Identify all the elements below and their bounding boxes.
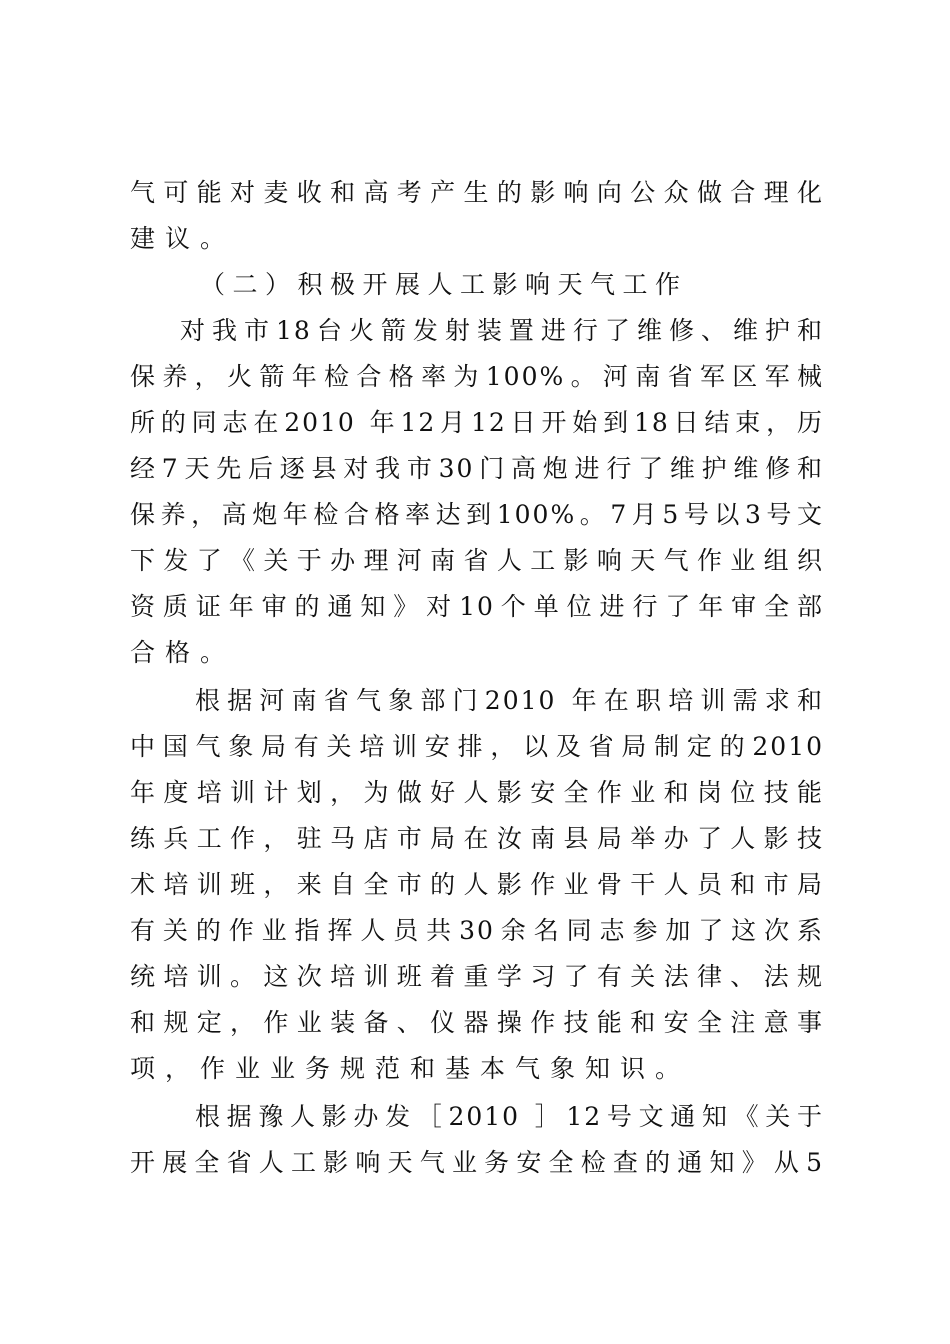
paragraph-line: 对我市18台火箭发射装置进行了维修、维护和 (180, 316, 824, 345)
paragraph-line: 根据豫人影办发［2010 ］12号文通知《关于 (195, 1102, 824, 1131)
paragraph-line: 经7天先后逐县对我市30门高炮进行了维护维修和 (130, 454, 824, 483)
paragraph-line: 下发了《关于办理河南省人工影响天气作业组织 (130, 546, 824, 575)
paragraph-line: 建议。 (130, 224, 236, 253)
paragraph-line: 有关的作业指挥人员共30余名同志参加了这次系 (130, 916, 824, 945)
paragraph-line: 术培训班，来自全市的人影作业骨干人员和市局 (130, 870, 824, 899)
paragraph-line: 资质证年审的通知》对10个单位进行了年审全部 (130, 592, 824, 621)
paragraph-line: 项，作业业务规范和基本气象知识。 (130, 1054, 691, 1083)
paragraph-line: 中国气象局有关培训安排，以及省局制定的2010 (130, 732, 824, 761)
paragraph-line: 气可能对麦收和高考产生的影响向公众做合理化 (130, 178, 824, 207)
paragraph-line: 所的同志在2010 年12月12日开始到18日结束，历 (130, 408, 824, 437)
paragraph-line: 开展全省人工影响天气业务安全检查的通知》从5 (130, 1148, 824, 1177)
paragraph-line: 保养，高炮年检合格率达到100%。7月5号以3号文 (130, 500, 824, 529)
paragraph-line: 和规定，作业装备、仪器操作技能和安全注意事 (130, 1008, 824, 1037)
paragraph-line: 合格。 (130, 638, 236, 667)
paragraph-line: 统培训。这次培训班着重学习了有关法律、法规 (130, 962, 824, 991)
paragraph-line: 保养，火箭年检合格率为100%。河南省军区军械 (130, 362, 824, 391)
section-heading: （二）积极开展人工影响天气工作 (200, 270, 680, 299)
paragraph-line: 根据河南省气象部门2010 年在职培训需求和 (195, 686, 824, 715)
paragraph-line: 年度培训计划，为做好人影安全作业和岗位技能 (130, 778, 824, 807)
paragraph-line: 练兵工作，驻马店市局在汝南县局举办了人影技 (130, 824, 824, 853)
